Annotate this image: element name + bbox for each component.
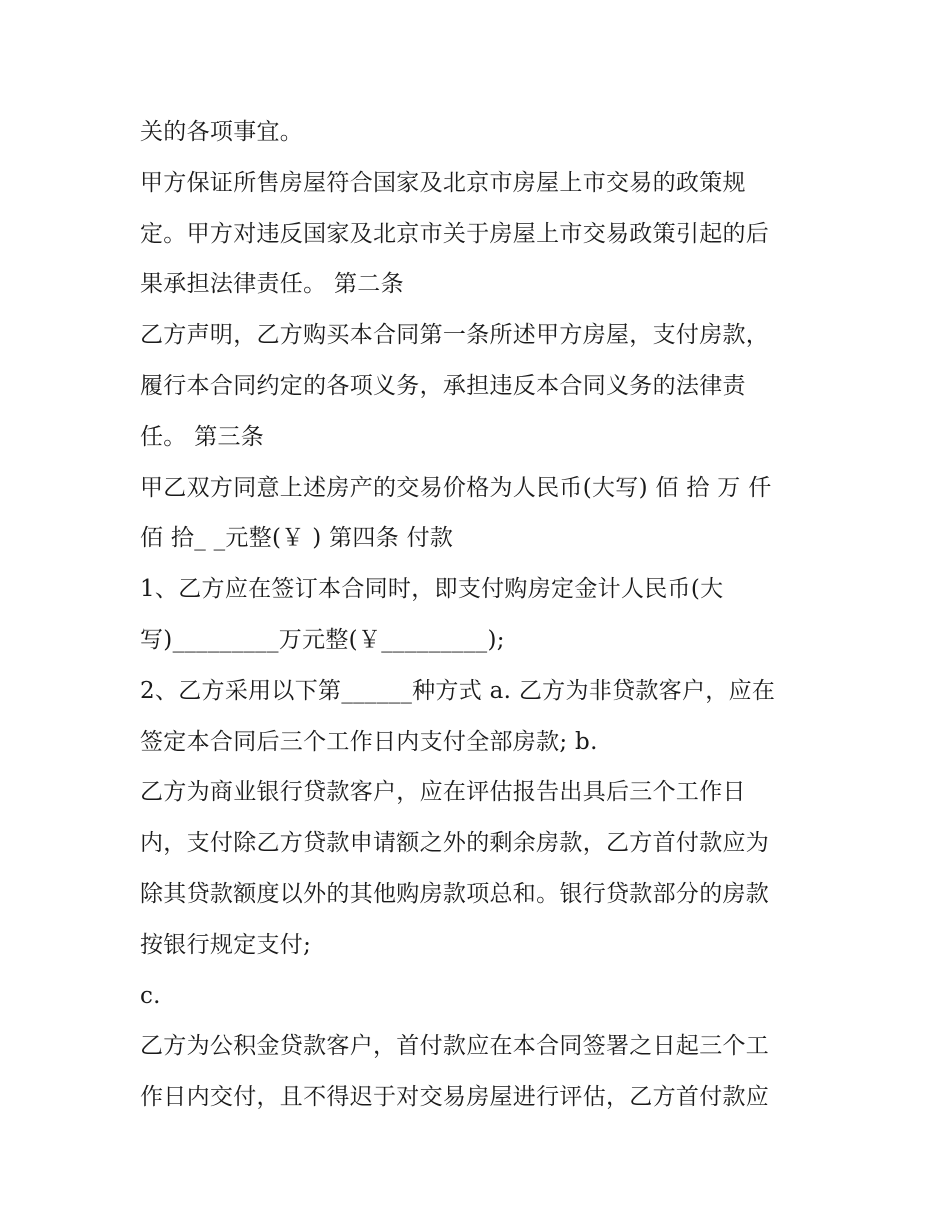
text-line: 乙方声明，乙方购买本合同第一条所述甲方房屋，支付房款， — [140, 322, 770, 349]
text-line: 1、乙方应在签订本合同时，即支付购房定金计人民币(大 — [140, 576, 724, 603]
text-line: 甲乙双方同意上述房产的交易价格为人民币(大写) 佰 拾 万 仟 — [140, 474, 772, 501]
text-line: 作日内交付，且不得迟于对交易房屋进行评估，乙方首付款应 — [140, 1084, 770, 1111]
text-line: 按银行规定支付; — [140, 931, 312, 958]
text-line: 定。甲方对违反国家及北京市关于房屋上市交易政策引起的后 — [140, 220, 770, 247]
text-line: c. — [140, 982, 161, 1009]
text-line: 任。 第三条 — [140, 423, 265, 450]
text-line: 果承担法律责任。 第二条 — [140, 271, 404, 298]
text-line: 内，支付除乙方贷款申请额之外的剩余房款，乙方首付款应为 — [140, 830, 770, 857]
document-body — [140, 107, 830, 1123]
text-line: 写)_________万元整(￥_________); — [140, 626, 505, 653]
text-line: 2、乙方采用以下第______种方式 a. 乙方为非贷款客户，应在 — [140, 677, 776, 704]
text-line: 关的各项事宜。 — [140, 119, 304, 145]
text-line: 签定本合同后三个工作日内支付全部房款; b. — [140, 728, 598, 755]
text-line: 乙方为公积金贷款客户，首付款应在本合同签署之日起三个工 — [140, 1033, 770, 1060]
text-line: 佰 拾_ _元整(￥ ) 第四条 付款 — [140, 525, 454, 552]
text-line: 履行本合同约定的各项义务，承担违反本合同义务的法律责 — [140, 372, 746, 399]
text-line: 乙方为商业银行贷款客户，应在评估报告出具后三个工作日 — [140, 779, 746, 806]
text-line: 除其贷款额度以外的其他购房款项总和。银行贷款部分的房款 — [140, 880, 770, 907]
text-line: 甲方保证所售房屋符合国家及北京市房屋上市交易的政策规 — [140, 169, 746, 196]
